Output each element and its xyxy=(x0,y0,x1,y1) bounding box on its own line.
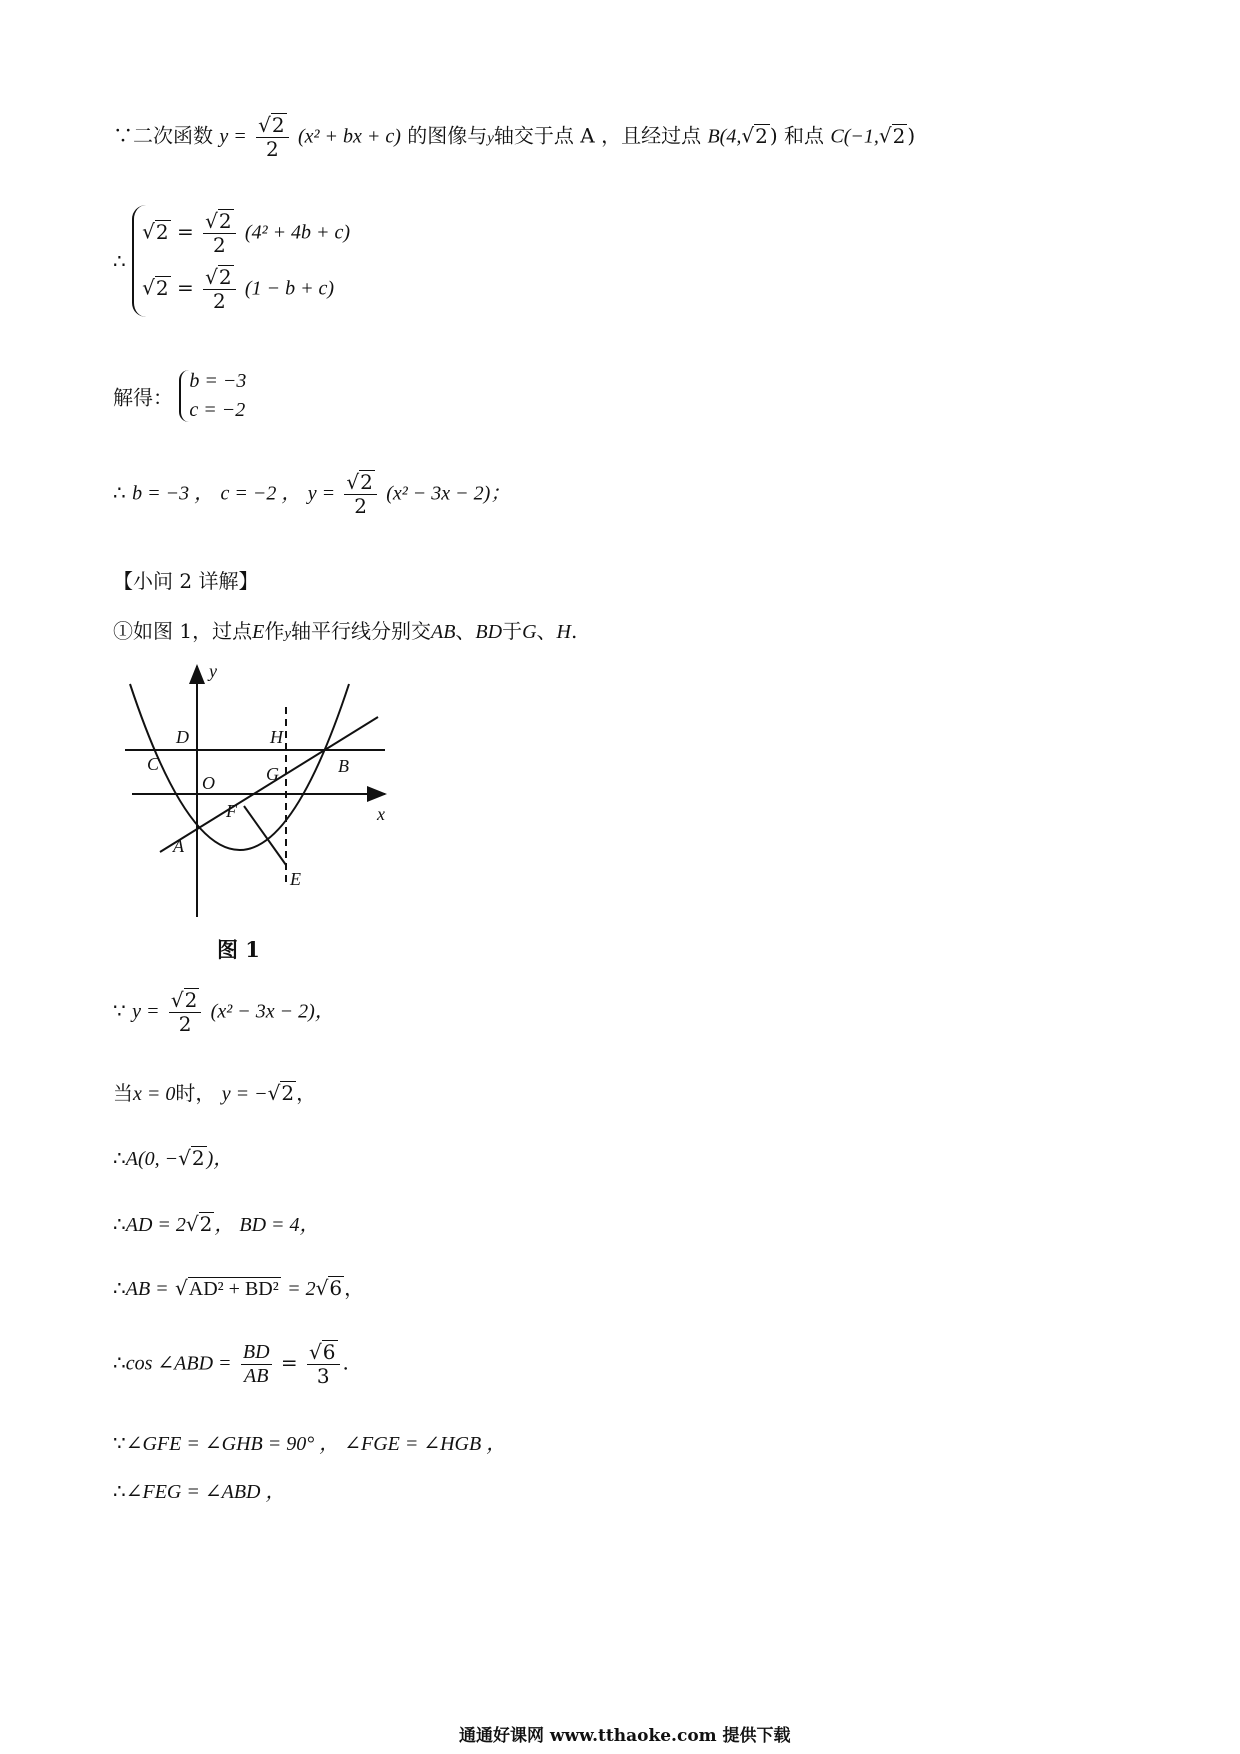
section-heading: 【小问 2 详解】 xyxy=(113,569,259,593)
formula-4: ∴AD = 2√2 ， BD = 4， xyxy=(113,1212,320,1236)
step1-line: ①如图 1，过点E作y轴平行线分别交AB、BD于G、H. xyxy=(113,619,578,643)
because-symbol: ∵ xyxy=(113,123,133,148)
label-y: y xyxy=(209,662,217,681)
brace: √2 = $\frac{√2}{2}$ (4² + 4b + c) √2 = $\frac{√2}{2}$ (1 − b + c) xyxy=(132,205,350,317)
result-line: ∴ b = −3 ， c = −2 ， y = $\frac{√2}{2}$ (x² − 3x − 2)； xyxy=(113,470,511,518)
label-O: O xyxy=(202,773,215,793)
parabola xyxy=(130,684,349,850)
formula-3: ∴A(0, −√2 )， xyxy=(113,1146,234,1170)
label-D: D xyxy=(176,727,189,747)
segment-fe xyxy=(244,806,286,865)
formula-7: ∵∠GFE = ∠GHB = 90° ， ∠FGE = ∠HGB ， xyxy=(113,1431,507,1455)
equation-system: ∴ √2 = $\frac{√2}{2}$ (4² + 4b + c) √2 = $\frac{√2}{2}$ (1 − b + c) xyxy=(113,205,350,317)
line-ab xyxy=(160,717,378,852)
solution-line: 解得： b = −3 c = −2 xyxy=(113,370,247,421)
label-E: E xyxy=(290,869,301,889)
figure-parabola xyxy=(120,662,400,922)
label-x: x xyxy=(377,804,385,824)
intro-line: ∵二次函数 y = $\frac{√2}{2}$ (x² + bx + c) 的图像与y轴交于点 A ，且经过点 B(4,√2 ) 和点 C(−1,√2 ) xyxy=(113,113,916,161)
label-C: C xyxy=(147,754,160,774)
label-H: H xyxy=(270,727,283,747)
formula-6: ∴cos ∠ABD = $\frac{BD}{AB}$ = $\frac{√6}{3}$ . xyxy=(113,1340,349,1388)
formula-8: ∴∠FEG = ∠ABD ， xyxy=(113,1479,286,1503)
label-G: G xyxy=(266,764,279,784)
sqrt2-over-2: $\frac{√2}{2}$ xyxy=(256,113,288,161)
label-B: B xyxy=(338,756,349,776)
figure-caption: 图 1 xyxy=(217,937,260,962)
formula-2: 当x = 0时， y = −√2 ， xyxy=(113,1081,317,1105)
label-A: A xyxy=(173,836,184,856)
page-footer: 通通好课网 www.tthaoke.com 提供下载 xyxy=(459,1726,791,1746)
label-F: F xyxy=(226,801,237,821)
formula-5: ∴AB = √AD² + BD² = 2√6 ， xyxy=(113,1276,365,1300)
formula-1: ∵ y = $\frac{√2}{2}$ (x² − 3x − 2)， xyxy=(113,988,335,1036)
